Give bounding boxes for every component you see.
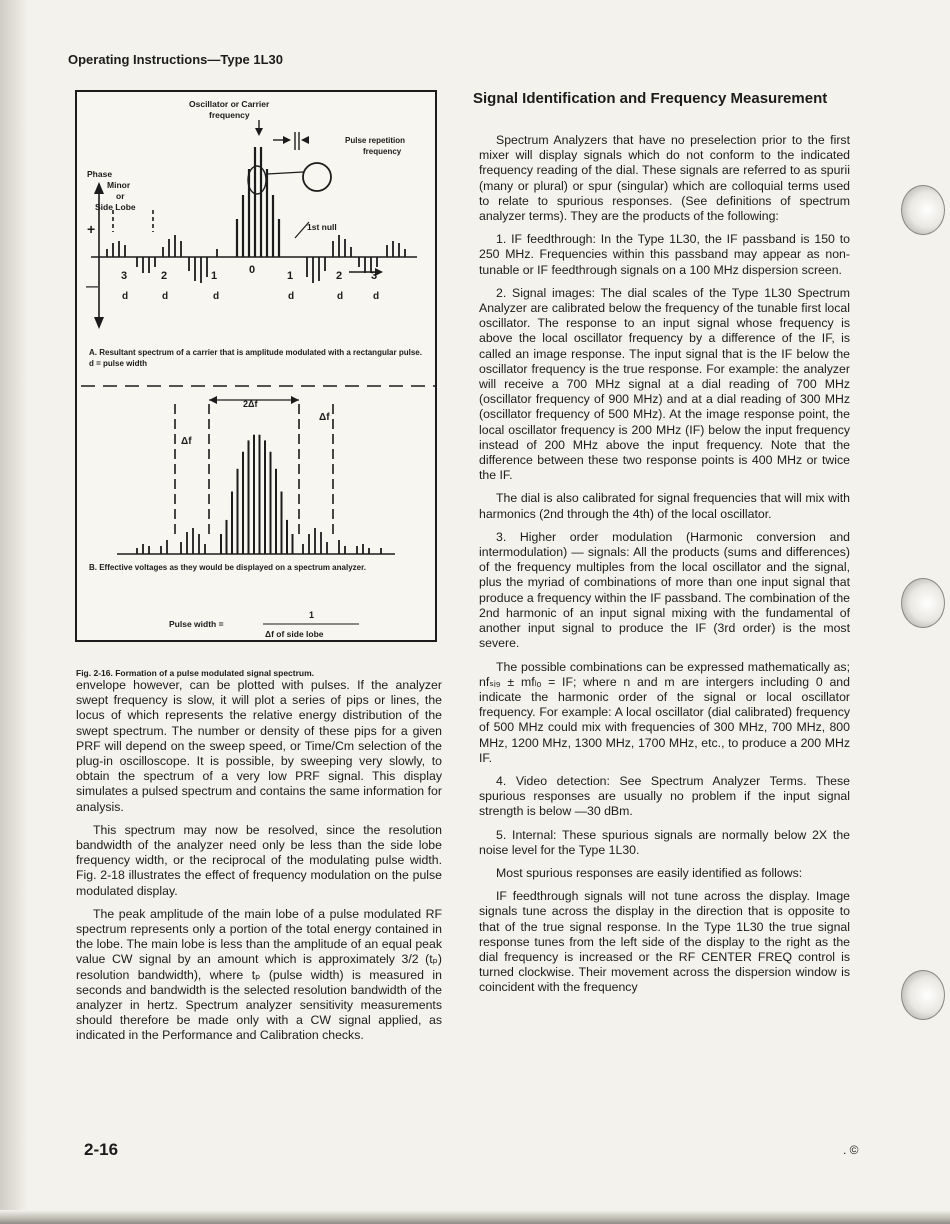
right-paragraph: 3. Higher order modulation (Harmonic conversion and intermodulation) — signals: All the products (sums and differences) of the frequency multiples from the local oscillator and the signal, plus the myriad of combinations of more than one input signal that produce a frequency within the IF passband. The combination of the 2nd harmonic of an input signal mixing with the fundamental of another input signal to produce the IF (3rd order) is the most severe.: [479, 529, 850, 651]
right-paragraph: 5. Internal: These spurious signals are normally below 2X the noise level for the Type 1L30.: [479, 827, 850, 857]
right-column: [479, 133, 850, 996]
phase-label: Phase: [87, 169, 113, 179]
zoom-connector-line: [267, 172, 303, 174]
page-binding-shadow: [0, 0, 28, 1224]
carrier-arrow-icon: [255, 128, 263, 136]
pulse-width-label: Pulse width =: [169, 619, 224, 629]
page-bottom-shadow: [0, 1210, 950, 1224]
right-paragraph: Most spurious responses are easily identified as follows:: [496, 865, 803, 880]
axis-num-1: 3: [121, 270, 128, 282]
copyright-mark: . ©: [843, 1143, 859, 1157]
phase-arrow-up-icon: [94, 182, 104, 194]
punch-hole-top: [901, 185, 945, 235]
or-label: or: [116, 191, 125, 201]
figure-caption: Fig. 2-16. Formation of a pulse modulated signal spectrum.: [76, 668, 315, 678]
side-lobe-label: Side Lobe: [95, 202, 136, 212]
osc-label-1: Oscillator or Carrier: [189, 99, 270, 109]
two-delta-f: 2Δf: [243, 399, 258, 409]
axis-num-3: 1: [211, 270, 218, 282]
osc-label-2: frequency: [209, 110, 250, 120]
prf-arrow-right-icon: [283, 136, 291, 144]
minor-label: Minor: [107, 180, 131, 190]
axis-d-2: d: [162, 291, 169, 302]
formula-numerator: 1: [309, 610, 315, 620]
prf-arrow-left-icon: [301, 136, 309, 144]
pulse-rep-label-2: frequency: [363, 147, 402, 156]
right-paragraph: IF feedthrough signals will not tune across the display. Image signals tune across the display in the direction that is opposite to that of the true signal response. In the Type 1L30 the true signal response tunes from the left side of the display to the right as the dial frequency is increased or the RF CENTER FREQ control is turned clockwise. Their movement across the dispersion window is coincident with the frequency: [479, 889, 850, 995]
left-paragraph: envelope however, can be plotted with pulses. If the analyzer swept frequency is slow, it will plot a series of pips or lines, the locus of which represents the relative energy distribution of the swept spectrum. The number or density of these pips for a given PRF will depend on the sweep speed, or Time/Cm selection of the plug-in oscilloscope. It is possible, by sweeping very slowly, to obtain the spectrum of a very low PRF signal. This display simulates a pulsed spectrum and contains the same information for analysis.: [76, 678, 442, 814]
punch-hole-bottom: [901, 970, 945, 1020]
formula-denominator: Δf of side lobe: [265, 629, 324, 639]
axis-num-5: 2: [336, 270, 343, 282]
axis-num-2: 2: [161, 270, 168, 282]
magnifier-circle-icon: [303, 163, 331, 191]
page-header: Operating Instructions—Type 1L30: [68, 52, 284, 67]
first-null-label: 1st null: [307, 222, 337, 232]
axis-d-1: d: [122, 291, 129, 302]
delta-f-right: Δf: [319, 412, 330, 423]
minus-sign: —: [86, 279, 98, 293]
axis-num-6: 3: [371, 270, 378, 282]
figure-2-16: [75, 90, 437, 642]
axis-d-6: d: [373, 291, 380, 302]
left-column: [76, 678, 442, 1052]
figure-caption-a: A. Resultant spectrum of a carrier that is amplitude modulated with a rectangular pulse. d = pulse width: [89, 348, 422, 368]
right-paragraph: The dial is also calibrated for signal frequencies that will mix with harmonics (2nd through the 4th) of the local oscillator.: [479, 491, 850, 521]
pulse-rep-label-1: Pulse repetition: [345, 136, 406, 145]
section-title: Signal Identification and Frequency Measurement: [473, 90, 828, 107]
punch-hole-middle: [901, 578, 945, 628]
phase-arrow-down-icon: [94, 317, 104, 329]
right-paragraph: The possible combinations can be expressed mathematically as; nfₛᵢ₉ ± mfₗₒ = IF; where n and m are intergers including 0 and indicate the harmonic order of the signal or local oscillator frequency. For example: A local oscillator (dial calibrated) frequency of 500 MHz could mix with frequencies of 300 MHz, 700 MHz, 800 MHz, 1200 MHz, 1300 MHz, 1700 MHz, etc., to produce a 200 MHz IF.: [479, 659, 850, 765]
figure-caption-b: B. Effective voltages as they would be displayed on a spectrum analyzer.: [89, 563, 366, 572]
right-paragraph: Spectrum Analyzers that have no preselection prior to the first mixer will display signals which do not conform to the indicated frequency reading of the dial. These signals are referred to as spurii (many or plural) or spur (singular) which are colloquial terms used to relate to spurious responses. (See definitions of spectrum analyzer terms). They are the products of the following:: [479, 133, 850, 224]
left-paragraph: This spectrum may now be resolved, since the resolution bandwidth of the analyzer need only be less than the side lobe frequency width, or the reciprocal of the modulating pulse width. Fig. 2-18 illustrates the effect of frequency modulation on the pulse modulated display.: [76, 822, 442, 898]
right-paragraph: 1. IF feedthrough: In the Type 1L30, the IF passband is 150 to 250 MHz. Frequencies within this passband may appear as non-tunable or IF feedthrough signals on a 100 MHz dispersion screen.: [479, 232, 850, 277]
delta-f-left: Δf: [181, 436, 192, 447]
axis-d-4: d: [288, 291, 295, 302]
left-paragraph: The peak amplitude of the main lobe of a pulse modulated RF spectrum represents only a portion of the total energy contained in the lobe. The main lobe is less than the amplitude of an equal peak value CW signal by an amount which is approximately 3/2 (tₚ) resolution bandwidth), where tₚ (pulse width) is measured in seconds and bandwidth is the selected resolution bandwidth of the analyzer in hertz. Spectrum analyzer sensitivity measurements should therefore be made only with a CW signal applied, as indicated in the Performance and Calibration checks.: [76, 906, 442, 1043]
axis-d-3: d: [213, 291, 220, 302]
zero-label: 0: [249, 264, 256, 276]
right-paragraph: 2. Signal images: The dial scales of the Type 1L30 Spectrum Analyzer are calibrated below the frequency of the tunable first local oscillator. The response to an input signal whose frequency is above the local oscillator frequency by a difference of the IF, is called an image response. The input signal that is the IF below the oscillator frequency is the true response. For example: the analyzer will receive a 700 MHz signal at a dial reading of 700 MHz (oscillator frequency of 900 MHz) and at a dial reading of 300 MHz (oscillator frequency of 500 MHz). At the image response point, the local oscillator frequency is 200 MHz (IF) below the input frequency instead of 200 MHz above the input frequency. Note that the difference between these two response points is 400 MHz or twice the IF.: [479, 285, 850, 483]
zoom-detail-ellipse: [248, 166, 266, 194]
axis-num-4: 1: [287, 270, 294, 282]
right-paragraph: 4. Video detection: See Spectrum Analyzer Terms. These spurious responses are usually no problem if the input signal strength is below —30 dBm.: [479, 773, 850, 819]
plus-sign: +: [87, 221, 96, 237]
part-b-graph: [117, 396, 395, 554]
page-number: 2-16: [84, 1140, 119, 1159]
axis-d-5: d: [337, 291, 344, 302]
two-delta-f-arrow-left-icon: [209, 396, 217, 404]
two-delta-f-arrow-right-icon: [291, 396, 299, 404]
